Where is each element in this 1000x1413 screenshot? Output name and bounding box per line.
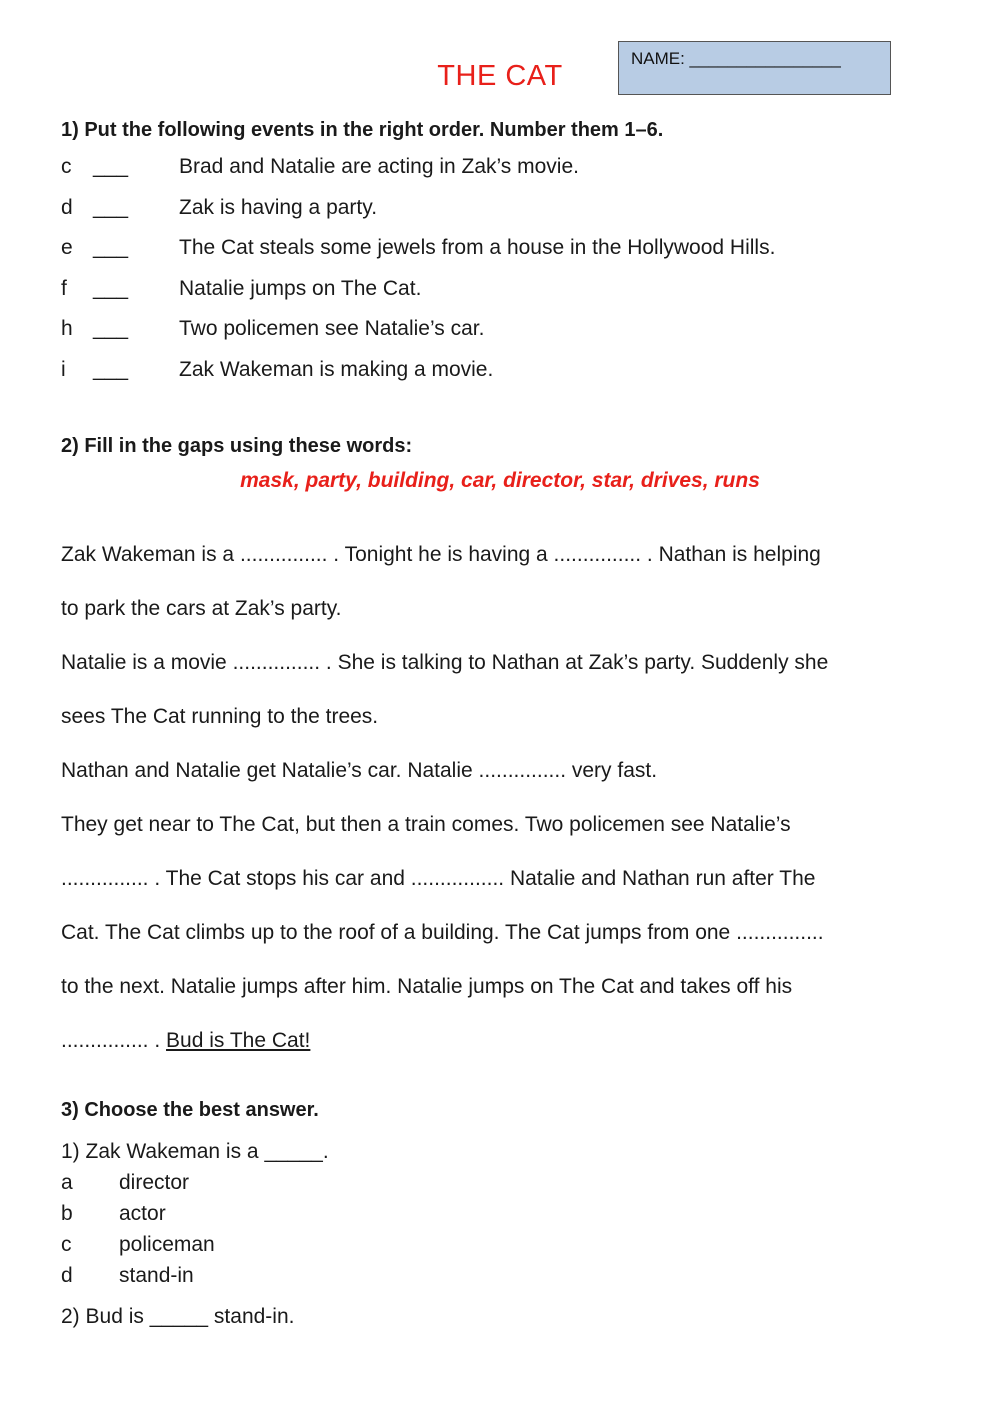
- order-item-letter: h: [61, 317, 73, 340]
- order-item-blank[interactable]: ___: [93, 277, 129, 300]
- gap-fill-line: They get near to The Cat, but then a train comes. Two policemen see Natalie’s: [61, 813, 791, 836]
- order-item-letter: e: [61, 236, 73, 259]
- order-item-blank[interactable]: ___: [93, 236, 129, 259]
- answer-option-text: actor: [119, 1202, 166, 1225]
- order-item-letter: i: [61, 358, 66, 381]
- section3-heading: 3) Choose the best answer.: [61, 1099, 319, 1121]
- order-item-text: Natalie jumps on The Cat.: [179, 277, 422, 300]
- order-item-blank[interactable]: ___: [93, 155, 129, 178]
- order-item-letter: c: [61, 155, 72, 178]
- order-item-blank[interactable]: ___: [93, 196, 129, 219]
- question-1: 1) Zak Wakeman is a _____.: [61, 1140, 329, 1163]
- order-item-text: Two policemen see Natalie’s car.: [179, 317, 485, 340]
- answer-option-text: policeman: [119, 1233, 215, 1256]
- gap-fill-line: Cat. The Cat climbs up to the roof of a building. The Cat jumps from one ...............: [61, 921, 824, 944]
- gap-fill-line: to park the cars at Zak’s party.: [61, 597, 342, 620]
- order-item-blank[interactable]: ___: [93, 358, 129, 381]
- gap-fill-line: ............... . The Cat stops his car and ................ Natalie and Nathan run after The: [61, 867, 816, 890]
- order-item-letter: d: [61, 196, 73, 219]
- answer-option-letter: b: [61, 1202, 73, 1225]
- order-item-text: Brad and Natalie are acting in Zak’s movie.: [179, 155, 579, 178]
- word-bank: mask, party, building, car, director, star, drives, runs: [240, 469, 760, 492]
- answer-option-text: director: [119, 1171, 190, 1194]
- gap-fill-line: to the next. Natalie jumps after him. Natalie jumps on The Cat and takes off his: [61, 975, 793, 998]
- gap-fill-prefix: ............... .: [61, 1029, 167, 1052]
- order-item-blank[interactable]: ___: [93, 317, 129, 340]
- order-item-text: Zak Wakeman is making a movie.: [179, 358, 494, 381]
- order-item-letter: f: [61, 277, 67, 300]
- order-item-text: The Cat steals some jewels from a house in the Hollywood Hills.: [179, 236, 776, 259]
- gap-fill-line: Natalie is a movie ............... . She is talking to Nathan at Zak’s party. Suddenly she: [61, 651, 829, 674]
- gap-fill-line: Zak Wakeman is a ............... . Tonight he is having a ............... . Nathan is helping: [61, 543, 821, 566]
- answer-option-letter: a: [61, 1171, 73, 1194]
- reveal-text: Bud is The Cat!: [166, 1029, 311, 1052]
- gap-fill-line: sees The Cat running to the trees.: [61, 705, 379, 728]
- worksheet-title: THE CAT: [437, 60, 563, 92]
- gap-fill-line: Nathan and Natalie get Natalie’s car. Natalie ............... very fast.: [61, 759, 658, 782]
- answer-option-text: stand-in: [119, 1264, 194, 1287]
- name-field[interactable]: NAME: ________________: [618, 41, 891, 95]
- gap-fill-line: [61, 1029, 310, 1053]
- answer-option-letter: d: [61, 1264, 73, 1287]
- answer-option-letter: c: [61, 1233, 72, 1256]
- section2-heading: 2) Fill in the gaps using these words:: [61, 435, 413, 457]
- section1-heading: 1) Put the following events in the right order. Number them 1–6.: [61, 119, 664, 141]
- question-2: 2) Bud is _____ stand-in.: [61, 1305, 295, 1328]
- order-item-text: Zak is having a party.: [179, 196, 378, 219]
